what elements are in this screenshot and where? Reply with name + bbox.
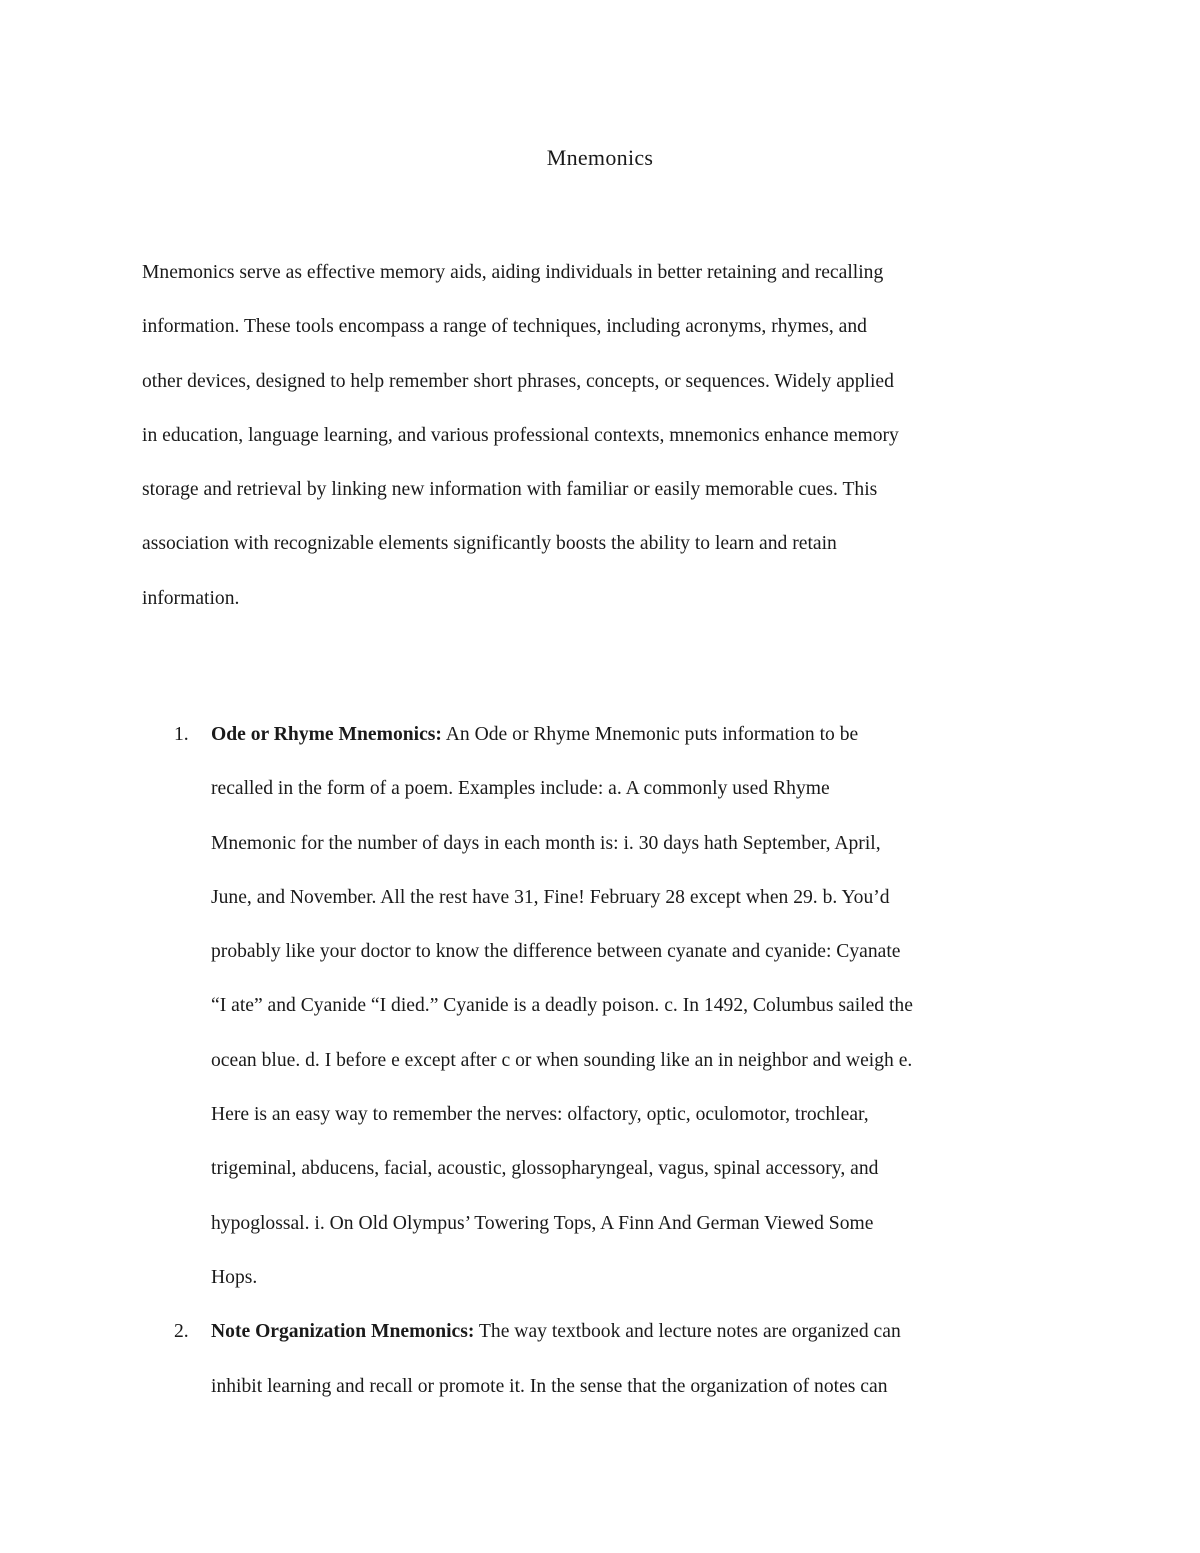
list-item-line: recalled in the form of a poem. Examples include: a. A commonly used Rhyme	[211, 778, 830, 800]
list-item-line: “I ate” and Cyanide “I died.” Cyanide is a deadly poison. c. In 1492, Columbus sailed the	[211, 995, 913, 1017]
list-item-line: inhibit learning and recall or promote it. In the sense that the organization of notes can	[211, 1375, 888, 1397]
list-item-first-line-text: An Ode or Rhyme Mnemonic puts information to be	[441, 724, 859, 745]
list-item-line: trigeminal, abducens, facial, acoustic, glossopharyngeal, vagus, spinal accessory, and	[211, 1158, 879, 1180]
list-item-line: Here is an easy way to remember the nerves: olfactory, optic, oculomotor, trochlear,	[211, 1104, 869, 1126]
list-item-first-line	[211, 1305, 1071, 1359]
intro-line: Mnemonics serve as effective memory aids, aiding individuals in better retaining and recalling	[142, 262, 884, 283]
intro-line: information.	[142, 587, 240, 609]
list-item-body	[211, 1305, 1071, 1414]
intro-line: in education, language learning, and various professional contexts, mnemonics enhance memory	[142, 424, 899, 446]
list-item-line: probably like your doctor to know the difference between cyanate and cyanide: Cyanate	[211, 941, 901, 963]
list-item-line: ocean blue. d. I before e except after c or when sounding like an in neighbor and weigh e.	[211, 1049, 913, 1071]
list-item-body	[211, 708, 1071, 1305]
list-item-line: June, and November. All the rest have 31, Fine! February 28 except when 29. b. You’d	[211, 886, 890, 908]
list-item-number: 2.	[174, 1321, 189, 1343]
intro-line: other devices, designed to help remember short phrases, concepts, or sequences. Widely applied	[142, 370, 894, 392]
list-item-line: Hops.	[211, 1266, 258, 1288]
intro-line: information. These tools encompass a range of techniques, including acronyms, rhymes, and	[142, 316, 867, 338]
list-item-ode-rhyme	[0, 708, 1200, 1305]
list-item-note-organization	[0, 1305, 1200, 1414]
page-title: Mnemonics	[546, 145, 654, 170]
intro-line: storage and retrieval by linking new information with familiar or easily memorable cues. This	[142, 479, 878, 501]
list-item-line: Mnemonic for the number of days in each month is: i. 30 days hath September, April,	[211, 832, 881, 854]
list-item-first-line	[211, 708, 1071, 762]
intro-paragraph	[142, 246, 1062, 626]
list-item-line: hypoglossal. i. On Old Olympus’ Towering Tops, A Finn And German Viewed Some	[211, 1212, 874, 1234]
numbered-list	[0, 708, 1200, 1414]
list-item-heading: Note Organization Mnemonics:	[211, 1321, 475, 1343]
list-item-first-line-text: The way textbook and lecture notes are organized can	[474, 1321, 901, 1343]
list-item-heading: Ode or Rhyme Mnemonics:	[211, 724, 442, 745]
intro-line: association with recognizable elements significantly boosts the ability to learn and retain	[142, 533, 837, 555]
list-item-number: 1.	[174, 724, 189, 745]
